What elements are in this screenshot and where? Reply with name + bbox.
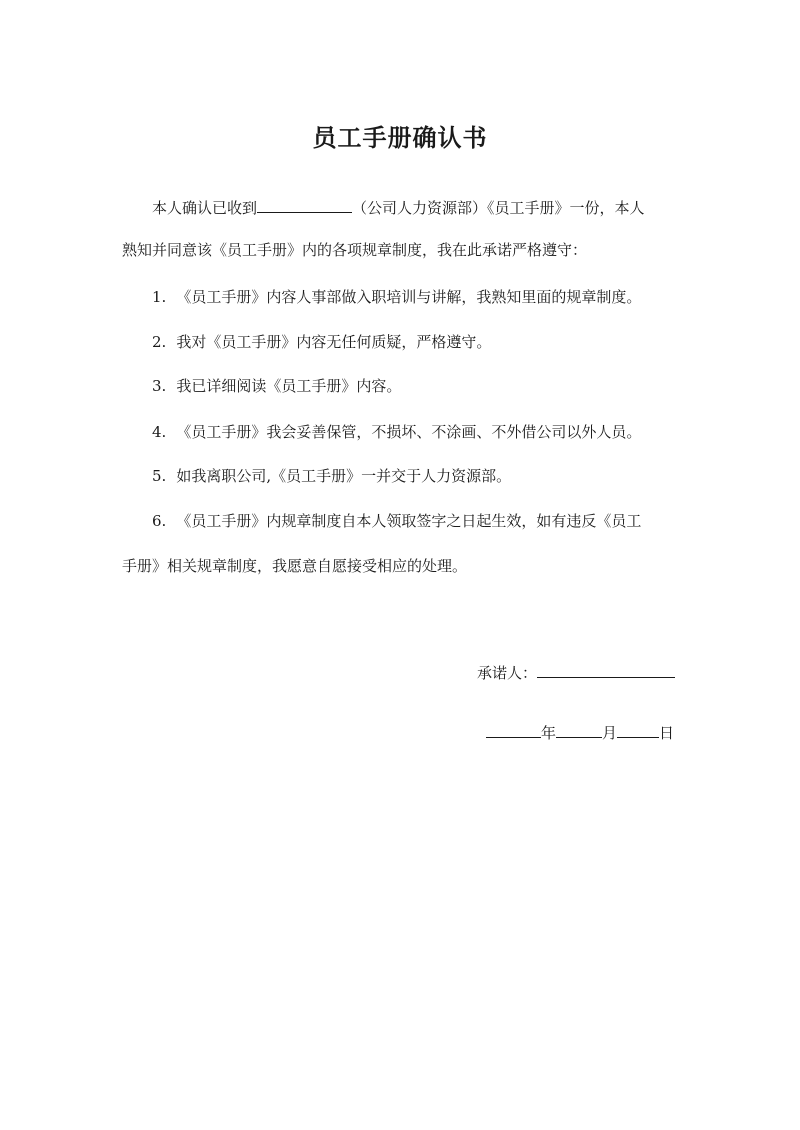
list-item-number: 4. [152, 423, 167, 441]
day-label: 日 [659, 724, 675, 742]
signature-blank[interactable] [537, 661, 675, 678]
list-item-text: 我已详细阅读《员工手册》内容。 [176, 377, 402, 395]
document-title: 员工手册确认书 [312, 124, 488, 152]
company-name-blank[interactable] [257, 196, 352, 213]
list-item-number: 3. [152, 377, 167, 395]
list-item-number: 6. [152, 512, 167, 530]
date-row [486, 721, 674, 743]
list-item-number: 5. [152, 467, 167, 485]
list-item-6-continuation: 手册》相关规章制度，我愿意自愿接受相应的处理。 [122, 557, 468, 575]
intro-text-before: 本人确认已收到 [152, 199, 258, 217]
year-blank[interactable] [486, 721, 541, 738]
signer-row [477, 661, 675, 683]
list-item-text: 《员工手册》我会妥善保管，不损坏、不涂画、不外借公司以外人员。 [176, 423, 642, 441]
list-item-text: 如我离职公司,《员工手册》一并交于人力资源部。 [176, 467, 512, 485]
month-label: 月 [602, 724, 618, 742]
day-blank[interactable] [617, 721, 659, 738]
list-item-text: 我对《员工手册》内容无任何质疑，严格遵守。 [176, 333, 492, 351]
year-label: 年 [541, 724, 557, 742]
list-item-number: 1. [152, 288, 167, 306]
list-item-4 [152, 422, 641, 442]
intro-line-2: 熟知并同意该《员工手册》内的各项规章制度，我在此承诺严格遵守： [122, 241, 588, 259]
list-item-5 [152, 466, 511, 486]
intro-text-after: （公司人力资源部）《员工手册》一份，本人 [352, 199, 645, 217]
list-item-number: 2. [152, 333, 167, 351]
list-item-text: 《员工手册》内容人事部做入职培训与讲解，我熟知里面的规章制度。 [176, 288, 642, 306]
list-item-2 [152, 332, 491, 352]
month-blank[interactable] [556, 721, 602, 738]
intro-line-1 [152, 196, 645, 218]
list-item-3 [152, 376, 401, 396]
list-item-1 [152, 287, 641, 307]
list-item-text: 《员工手册》内规章制度自本人领取签字之日起生效，如有违反《员工 [176, 512, 642, 530]
list-item-6 [152, 511, 641, 531]
signer-label: 承诺人： [477, 664, 538, 682]
